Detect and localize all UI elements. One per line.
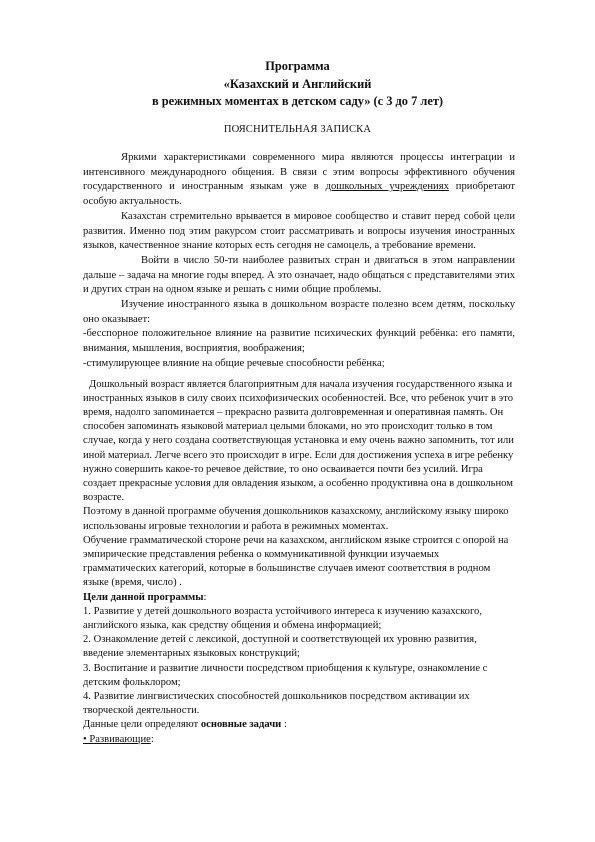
paragraph-1-tail: приобретают особую актуальность. bbox=[83, 181, 515, 208]
paragraph-1-text: Яркими характеристиками современного мира являются процессы интеграции и интенсивного международного общения. В связи с этим вопросы эффективного обучения государственного и иностранным языкам уже в bbox=[83, 152, 515, 193]
paragraph-4: Изучение иностранного языка в дошкольном возрасте полезно всем детям, поскольку оно оказывает: bbox=[83, 299, 515, 325]
paragraph-8: Поэтому в данной программе обучения дошкольников казахскому, английскому языку широко использованы игровые технологии и работа в режимных моментах. bbox=[83, 506, 509, 532]
paragraph-1-emphasis: дошкольных учреждениях bbox=[325, 181, 449, 193]
tasks-bullet bbox=[83, 733, 515, 747]
paragraph-9: Обучение грамматической стороне речи на казахском, английском языке строится с опорой на эмпирические представления ребенка о коммуникативной функции изучаемых грамматических категорий, которые в большинстве случаев имеют соответствия в родном языке (время, число) . bbox=[83, 534, 509, 589]
goals-heading bbox=[83, 591, 515, 605]
goal-item: 1. Развитие у детей дошкольного возраста устойчивого интереса к изучению казахского, английского языка, как средству общения и обмена информацией; bbox=[83, 605, 482, 631]
goals-heading-colon: : bbox=[203, 591, 207, 603]
goal-item: 2. Ознакомление детей с лексикой, доступной и соответствующей их уровню развития, введение элементарных языковых конструкций; bbox=[83, 634, 477, 660]
title-line-2: «Казахский и Английский bbox=[223, 76, 372, 91]
goals-heading-text: Цели данной программы bbox=[83, 591, 204, 603]
goal-item: 3. Воспитание и развитие личности посредством приобщения к культуре, ознакомление с детским фольклором; bbox=[83, 662, 488, 688]
tasks-line-emphasis: основные задачи bbox=[200, 719, 282, 731]
paragraph-7: Дошкольный возраст является благоприятным для начала изучения государственного языка и иностранных языков в силу своих психофизических особенностей. Все, что ребенок учит в это время, надолго запоминается – прекрасно развита долговременная и оперативная память. Он способен запоминать языковой материал целыми блоками, но это происходит только в том случае, когда у него создана соответствующая установка и ему очень важно запомнить, тот или иной материал. Легче всего это происходит в игре. Если для достижения успеха в игре ребенку нужно совершить какое-то речевое действие, то оно осваивается почти без усилий. Игра создает прекрасные условия для овладения языком, а особенно продуктивна она в дошкольном возрасте. bbox=[83, 378, 514, 504]
goal-item: 4. Развитие лингвистических способностей дошкольников посредством активации их творческой деятельности. bbox=[83, 691, 470, 717]
tasks-bullet-colon: : bbox=[150, 733, 154, 745]
tasks-line bbox=[83, 718, 515, 732]
tasks-bullet-text: • Развивающие bbox=[83, 733, 151, 745]
paragraph-1 bbox=[83, 151, 515, 210]
title-line-3: в режимных моментах в детском саду» (с 3 до 7 лет) bbox=[151, 94, 444, 108]
paragraph-2: Казахстан стремительно врывается в мировое сообщество и ставит перед собой цели развития. Именно под этим ракурсом стоит рассматривать и вопросы изучения иностранных языков, качественное знание которых есть сегодня не самоцель, а требование времени. bbox=[83, 210, 515, 252]
title-line-1: Программа bbox=[265, 59, 330, 73]
document-title bbox=[0, 58, 595, 111]
tasks-line-tail: : bbox=[281, 719, 287, 731]
document-body bbox=[83, 151, 515, 747]
section-heading: ПОЯСНИТЕЛЬНАЯ ЗАПИСКА bbox=[223, 124, 372, 135]
paragraph-6: -стимулирующее влияние на общие речевые способности ребёнка; bbox=[83, 357, 385, 369]
paragraph-3: Войти в число 50-ти наиболее развитых стран и двигаться в этом направлении дальше – задача на многие годы вперед. А это означает, надо общаться с представителями этих и других стран на одном языке и решать с ними общие проблемы. bbox=[83, 254, 515, 296]
tasks-line-text: Данные цели определяют bbox=[83, 719, 201, 731]
paragraph-5: -бесспорное положительное влияние на развитие психических функций ребёнка: его памяти, внимания, мышления, восприятия, воображения; bbox=[83, 328, 515, 355]
